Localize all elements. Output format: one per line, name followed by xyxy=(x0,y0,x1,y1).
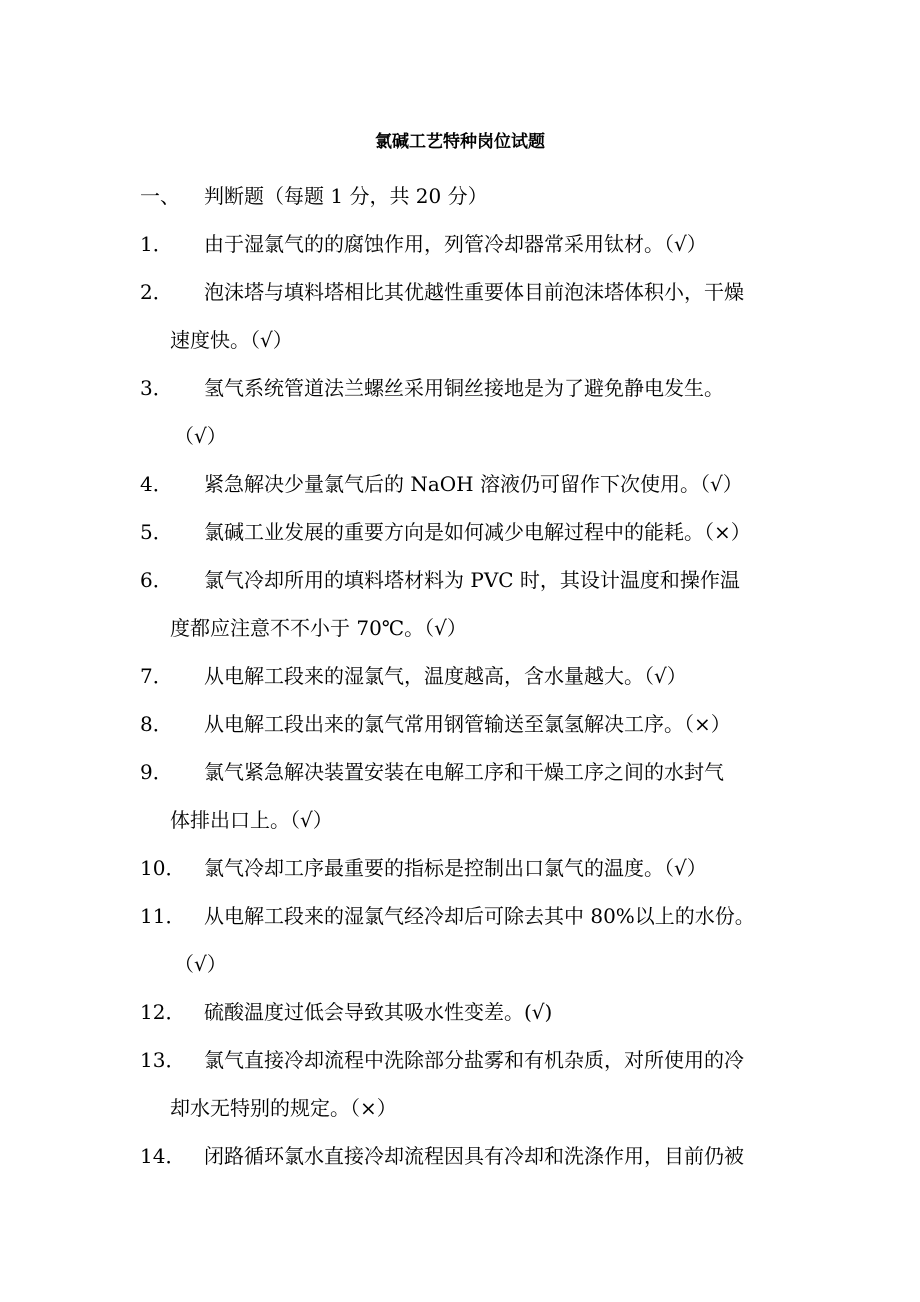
question-item xyxy=(140,1046,790,1122)
question-number: 3． xyxy=(140,376,173,400)
question-text-continued: （√） xyxy=(174,952,227,976)
question-item xyxy=(140,902,790,978)
question-text: 闭路循环氯水直接冷却流程因具有冷却和洗涤作用，目前仍被 xyxy=(204,1144,744,1168)
question-item xyxy=(140,854,790,882)
question-text: 氯碱工业发展的重要方向是如何减少电解过程中的能耗。（×） xyxy=(204,520,751,544)
question-number: 1． xyxy=(140,232,173,256)
question-text: 氯气冷却所用的填料塔材料为 PVC 时，其设计温度和操作温 xyxy=(204,568,740,592)
question-item xyxy=(140,518,790,546)
document-title: 氯碱工艺特种岗位试题 xyxy=(375,132,545,152)
question-number: 2． xyxy=(140,280,173,304)
question-text: 由于湿氯气的的腐蚀作用，列管冷却器常采用钛材。（√） xyxy=(204,232,707,256)
question-text: 从电解工段出来的氯气常用钢管输送至氯氢解决工序。（×） xyxy=(204,712,731,736)
question-text-continued: （√） xyxy=(174,424,227,448)
question-text: 硫酸温度过低会导致其吸水性变差。(√) xyxy=(204,1000,553,1024)
section-number: 一、 xyxy=(140,184,180,208)
question-number: 13． xyxy=(140,1048,186,1072)
question-number: 7． xyxy=(140,664,173,688)
question-item xyxy=(140,230,790,258)
question-text: 从电解工段来的湿氯气经冷却后可除去其中 80%以上的水份。 xyxy=(204,904,755,928)
question-text: 泡沫塔与填料塔相比其优越性重要体目前泡沫塔体积小，干燥 xyxy=(204,280,744,304)
question-text-continued: 速度快。（√） xyxy=(170,328,293,352)
section-label: 判断题（每题 1 分，共 20 分） xyxy=(204,184,488,208)
question-item xyxy=(140,566,790,642)
question-number: 10． xyxy=(140,856,186,880)
question-item xyxy=(140,1142,790,1170)
question-number: 12． xyxy=(140,1000,186,1024)
question-number: 4． xyxy=(140,472,173,496)
question-item xyxy=(140,710,790,738)
question-number: 6． xyxy=(140,568,173,592)
question-text: 氢气系统管道法兰螺丝采用铜丝接地是为了避免静电发生。 xyxy=(204,376,724,400)
question-number: 8． xyxy=(140,712,173,736)
question-text-continued: 体排出口上。（√） xyxy=(170,808,333,832)
question-text: 紧急解决少量氯气后的 NaOH 溶液仍可留作下次使用。（√） xyxy=(204,472,743,496)
question-item xyxy=(140,758,790,834)
question-text: 氯气冷却工序最重要的指标是控制出口氯气的温度。（√） xyxy=(204,856,707,880)
question-text-continued: 度都应注意不不小于 70℃。（√） xyxy=(170,616,467,640)
section-heading xyxy=(140,182,488,210)
question-item xyxy=(140,374,790,450)
question-number: 5． xyxy=(140,520,173,544)
question-text-continued: 却水无特别的规定。（×） xyxy=(170,1096,397,1120)
question-item xyxy=(140,470,790,498)
question-number: 11． xyxy=(140,904,186,928)
question-text: 从电解工段来的湿氯气，温度越高，含水量越大。（√） xyxy=(204,664,687,688)
question-text: 氯气紧急解决装置安装在电解工序和干燥工序之间的水封气 xyxy=(204,760,724,784)
question-number: 14． xyxy=(140,1144,186,1168)
question-item xyxy=(140,662,790,690)
question-text: 氯气直接冷却流程中洗除部分盐雾和有机杂质，对所使用的冷 xyxy=(204,1048,744,1072)
question-item xyxy=(140,998,790,1026)
question-number: 9． xyxy=(140,760,173,784)
question-item xyxy=(140,278,790,354)
